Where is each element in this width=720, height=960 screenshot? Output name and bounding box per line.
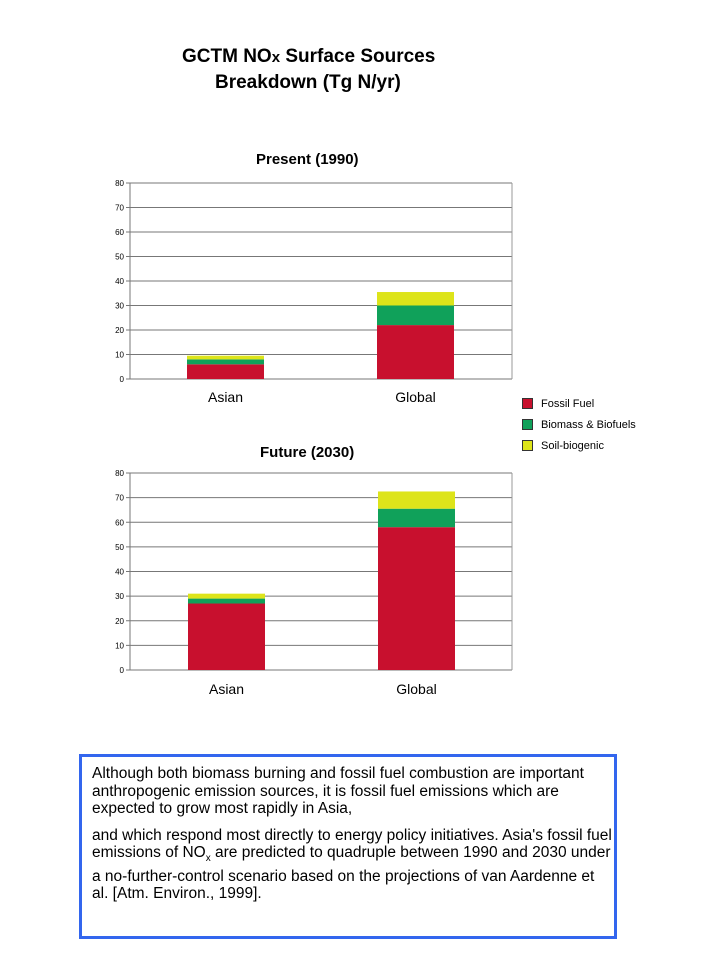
bar-global-soil-biogenic	[377, 292, 454, 305]
legend-swatch-soil-biogenic	[522, 440, 533, 451]
bar-global-soil-biogenic	[378, 491, 455, 508]
bar-asian-fossil-fuel	[188, 604, 265, 670]
category-label: Asian	[207, 389, 244, 405]
y-tick-label: 30	[115, 592, 124, 602]
legend-item-soil-biogenic	[522, 435, 636, 456]
legend-item-fossil-fuel	[522, 393, 636, 414]
y-tick-label: 60	[115, 228, 124, 237]
category-label: Asian	[208, 681, 245, 697]
description-paragraph-1: Although both biomass burning and fossil fuel combustion are important anthropogenic emission sources, it is fossil fuel emissions which are expected to grow most rapidly in Asia,	[92, 765, 584, 817]
title-line-1: GCTM NOx Surface Sources	[182, 46, 436, 67]
description-paragraph-2: and which respond most directly to energy policy initiatives. Asia's fossil fuel emissions of $NO_x$ are predicted to quadruple between 1990 and 2030 under a no-further-control scenario based on the projections of van Aardenne et al. [Atm. Environ., 1999].	[92, 826, 612, 903]
y-tick-label: 20	[115, 326, 124, 335]
category-label: Global	[395, 389, 436, 405]
legend	[522, 393, 636, 456]
y-tick-label: 30	[115, 301, 124, 311]
legend-swatch-biomass	[522, 419, 533, 430]
legend-label: Biomass & Biofuels	[541, 418, 636, 431]
bar-global-biomass-biofuels	[378, 509, 455, 527]
bar-asian-biomass-biofuels	[188, 599, 265, 604]
bar-asian-soil-biogenic	[188, 594, 265, 599]
y-tick-label: 0	[119, 375, 124, 384]
bar-global-fossil-fuel	[377, 325, 454, 379]
y-tick-label: 40	[115, 277, 124, 286]
y-tick-label: 20	[115, 616, 124, 626]
bar-asian-fossil-fuel	[187, 364, 264, 379]
bar-global-biomass-biofuels	[377, 306, 454, 326]
y-tick-label: 70	[115, 203, 124, 213]
bar-asian-soil-biogenic	[187, 356, 264, 360]
y-tick-label: 80	[115, 179, 124, 188]
category-label: Global	[396, 681, 437, 697]
description-textbox	[79, 754, 617, 939]
bar-global-fossil-fuel	[378, 527, 455, 670]
y-tick-label: 10	[115, 350, 124, 360]
bar-asian-biomass-biofuels	[187, 359, 264, 364]
y-tick-label: 50	[115, 542, 124, 552]
y-tick-label: 0	[119, 666, 124, 675]
legend-swatch-fossil-fuel	[522, 398, 533, 409]
chart-title-present: Present (1990)	[256, 151, 359, 168]
y-tick-label: 10	[115, 641, 124, 651]
chart-title-future: Future (2030)	[260, 444, 355, 461]
legend-label: Fossil Fuel	[541, 397, 595, 410]
legend-item-biomass	[522, 414, 636, 435]
title-line-2: Breakdown (Tg N/yr)	[215, 72, 401, 93]
y-tick-label: 80	[115, 469, 124, 478]
y-tick-label: 50	[115, 252, 124, 262]
legend-label: Soil-biogenic	[541, 439, 604, 452]
y-tick-label: 70	[115, 493, 124, 503]
y-tick-label: 60	[115, 518, 124, 528]
y-tick-label: 40	[115, 567, 124, 577]
